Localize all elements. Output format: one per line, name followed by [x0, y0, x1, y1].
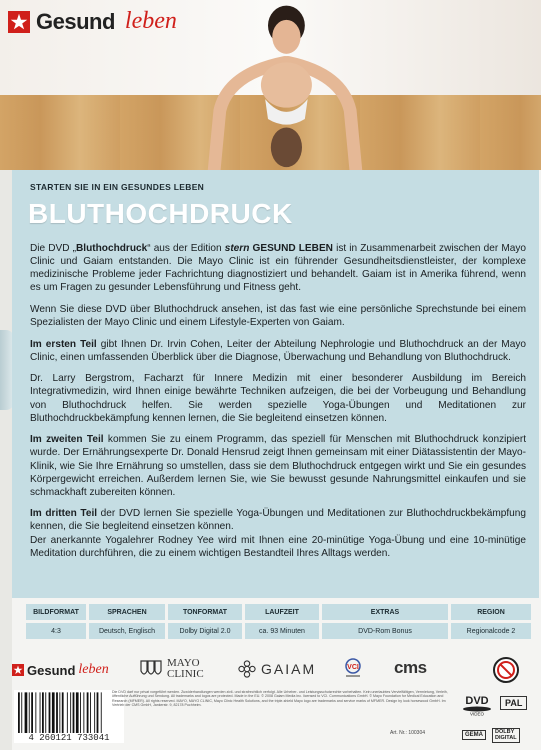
- hero-image: [0, 0, 541, 170]
- description-text: [30, 242, 526, 560]
- stern-star-icon: [8, 11, 30, 33]
- vci-logo: [340, 656, 366, 687]
- spec-value: Regionalcode 2: [451, 623, 531, 639]
- dvd-video-logo: [460, 692, 494, 721]
- page-title: BLUTHOCHDRUCK: [28, 198, 293, 229]
- spec-header: SPRACHEN: [89, 604, 165, 620]
- triple-shield-icon: [140, 659, 162, 679]
- brand-logo: [8, 8, 177, 35]
- cms-logo: cms: [394, 658, 427, 677]
- spec-column-sprachen: [89, 604, 165, 639]
- mayo-clinic-logo: MAYO CLINIC: [140, 658, 204, 680]
- spec-column-tonformat: [168, 604, 242, 639]
- dolby-digital-badge: DOLBY DIGITAL: [492, 728, 520, 743]
- legal-fineprint: Die DVD darf nur privat vorgeführt werden. Zuwiderhandlungen werden zivil- und strafrechtlich verfolgt. Alle Urheber- und Leistungsschutzrechte vorbehalten. Kein unerlaubtes Vervielfältigen, Vermietung, Verleih, öffentliche Aufführung und Sendung. All trademarks and logos are protected. Made in the EU. © 2008 Gaiam Media Inc. licensed to VCI. Communications GmbH. © Mayo Foundation for Medical Education and Research (MFMER). All rights reserved. MAYO, MAYO CLINIC, Mayo Clinic Health Solutions, and the triple-shield Mayo logo are trademarks and service marks of MFMER. Design by look horsewood GmbH. Im Vertrieb der CMS GmbH, Jankerstr. 9, 82178 Puchheim.: [112, 690, 448, 708]
- brand-gesund-text: Gesund: [36, 8, 115, 34]
- spec-value: 4:3: [26, 623, 86, 639]
- kicker: STARTEN SIE IN EIN GESUNDES LEBEN: [30, 182, 205, 192]
- stern-star-icon: [12, 664, 24, 676]
- brand-leben-text: leben: [124, 8, 177, 34]
- svg-text:VIDEO: VIDEO: [469, 711, 485, 716]
- spec-header: TONFORMAT: [168, 604, 242, 620]
- barcode-number: 4 260121 733041: [14, 733, 124, 743]
- spec-column-extras: [322, 604, 448, 639]
- spec-value: DVD-Rom Bonus: [322, 623, 448, 639]
- spec-value: Deutsch, Englisch: [89, 623, 165, 639]
- svg-text:DVD: DVD: [465, 695, 489, 707]
- paragraph-intro: Die DVD „Bluthochdruck“ aus der Edition stern GESUND LEBEN ist in Zusammenarbeit zwischen der Mayo Clinic und Gaiam entstanden. Die Mayo Clinic ist ein führender Gesundheitsdienstleister, der komplexe medizinische Probleme jeder Fachrichtung diagnostiziert und behandelt. Gaiam ist in Amerika führend, wenn es um Fragen zu gesunder Lebensführung und Fitness geht.: [30, 243, 527, 294]
- spec-value: ca. 93 Minuten: [245, 623, 319, 639]
- spec-header: LAUFZEIT: [245, 604, 319, 620]
- paragraph-bergstrom: Dr. Larry Bergstrom, Facharzt für Innere Medizin mit einer besonderer Ausbildung im Bereich Integrativmedizin, wird Ihnen einige bewährte Techniken aufzeigen, die bei der Vorbeugung und Behandlung von Bluthochdruck helfen. Sie werden spezielle Yoga-Übungen und Meditationen zur Bluthochdruckbekämpfung kennen lernen, die Sie begleitend einsetzen können.: [30, 373, 526, 424]
- age-rating-badge: [492, 656, 520, 689]
- article-number: Art. Nr.: 100304: [390, 730, 426, 736]
- specs-table: [26, 604, 534, 639]
- partner-logos: [12, 656, 532, 686]
- gema-badge: GEMA: [462, 730, 486, 740]
- case-spine-edge: [0, 170, 12, 750]
- svg-text:VCI: VCI: [347, 664, 359, 671]
- vci-emblem-icon: [340, 656, 366, 682]
- spec-column-laufzeit: [245, 604, 319, 639]
- spec-header: REGION: [451, 604, 531, 620]
- gaiam-logo: GAIAM: [238, 660, 316, 678]
- spec-header: BILDFORMAT: [26, 604, 86, 620]
- spec-column-region: [451, 604, 531, 639]
- no-age-restriction-icon: [492, 656, 520, 684]
- gaiam-flower-icon: [238, 660, 256, 678]
- paragraph-part-two: Im zweiten Teil kommen Sie zu einem Programm, das speziell für Menschen mit Bluthochdruck konzipiert wurde. Der Ernährungsexperte Dr. Donald Hensrud zeigt Ihnen gemeinsam mit einer Diätassistentin der Mayo-Klinik, wie Sie Ihre Ernährung so umstellen, dass sie dem Bluthochdruck entgegen wirkt und Sie ein gesundes Körpergewicht erreichen. Außerdem lernen Sie, wie Sie bewusst gesunde Nahrungsmittel einkaufen und sie schmackhaft zubereiten können.: [30, 434, 527, 498]
- paragraph-consultation: Wenn Sie diese DVD über Bluthochdruck ansehen, ist das fast wie eine persönliche Sprechstunde bei einem Spezialisten der Mayo Clinic und einem Lifestyle-Experten von Gaiam.: [30, 303, 526, 329]
- pal-badge: PAL: [500, 696, 527, 710]
- spec-column-bildformat: [26, 604, 86, 639]
- paragraph-part-three: Im dritten Teil der DVD lernen Sie spezielle Yoga-Übungen und Meditationen zur Bluthochdruckbekämpfung kennen, die Sie begleitend einsetzen können. Der anerkannte Yogalehrer Rodney Yee wird mit Ihnen eine 20-minütige Yoga-Übung und eine 10-minütige Meditation durchführen, die zu einem wichtigen Bestandteil Ihres Alltags werden.: [30, 508, 526, 559]
- dvd-disc-icon: [460, 692, 494, 716]
- gesund-leben-logo: Gesund leben: [12, 662, 109, 678]
- spec-header: EXTRAS: [322, 604, 448, 620]
- spec-value: Dolby Digital 2.0: [168, 623, 242, 639]
- paragraph-part-one: Im ersten Teil gibt Ihnen Dr. Irvin Cohen, Leiter der Abteilung Nephrologie und Bluthochdruck an der Mayo Clinic, einen umfassenden Überblick über die Diagnose, Überwachung und Behandlung von Bluthochdruck.: [30, 338, 526, 363]
- description-panel: [12, 170, 539, 598]
- pushup-woman-illustration: [140, 0, 430, 170]
